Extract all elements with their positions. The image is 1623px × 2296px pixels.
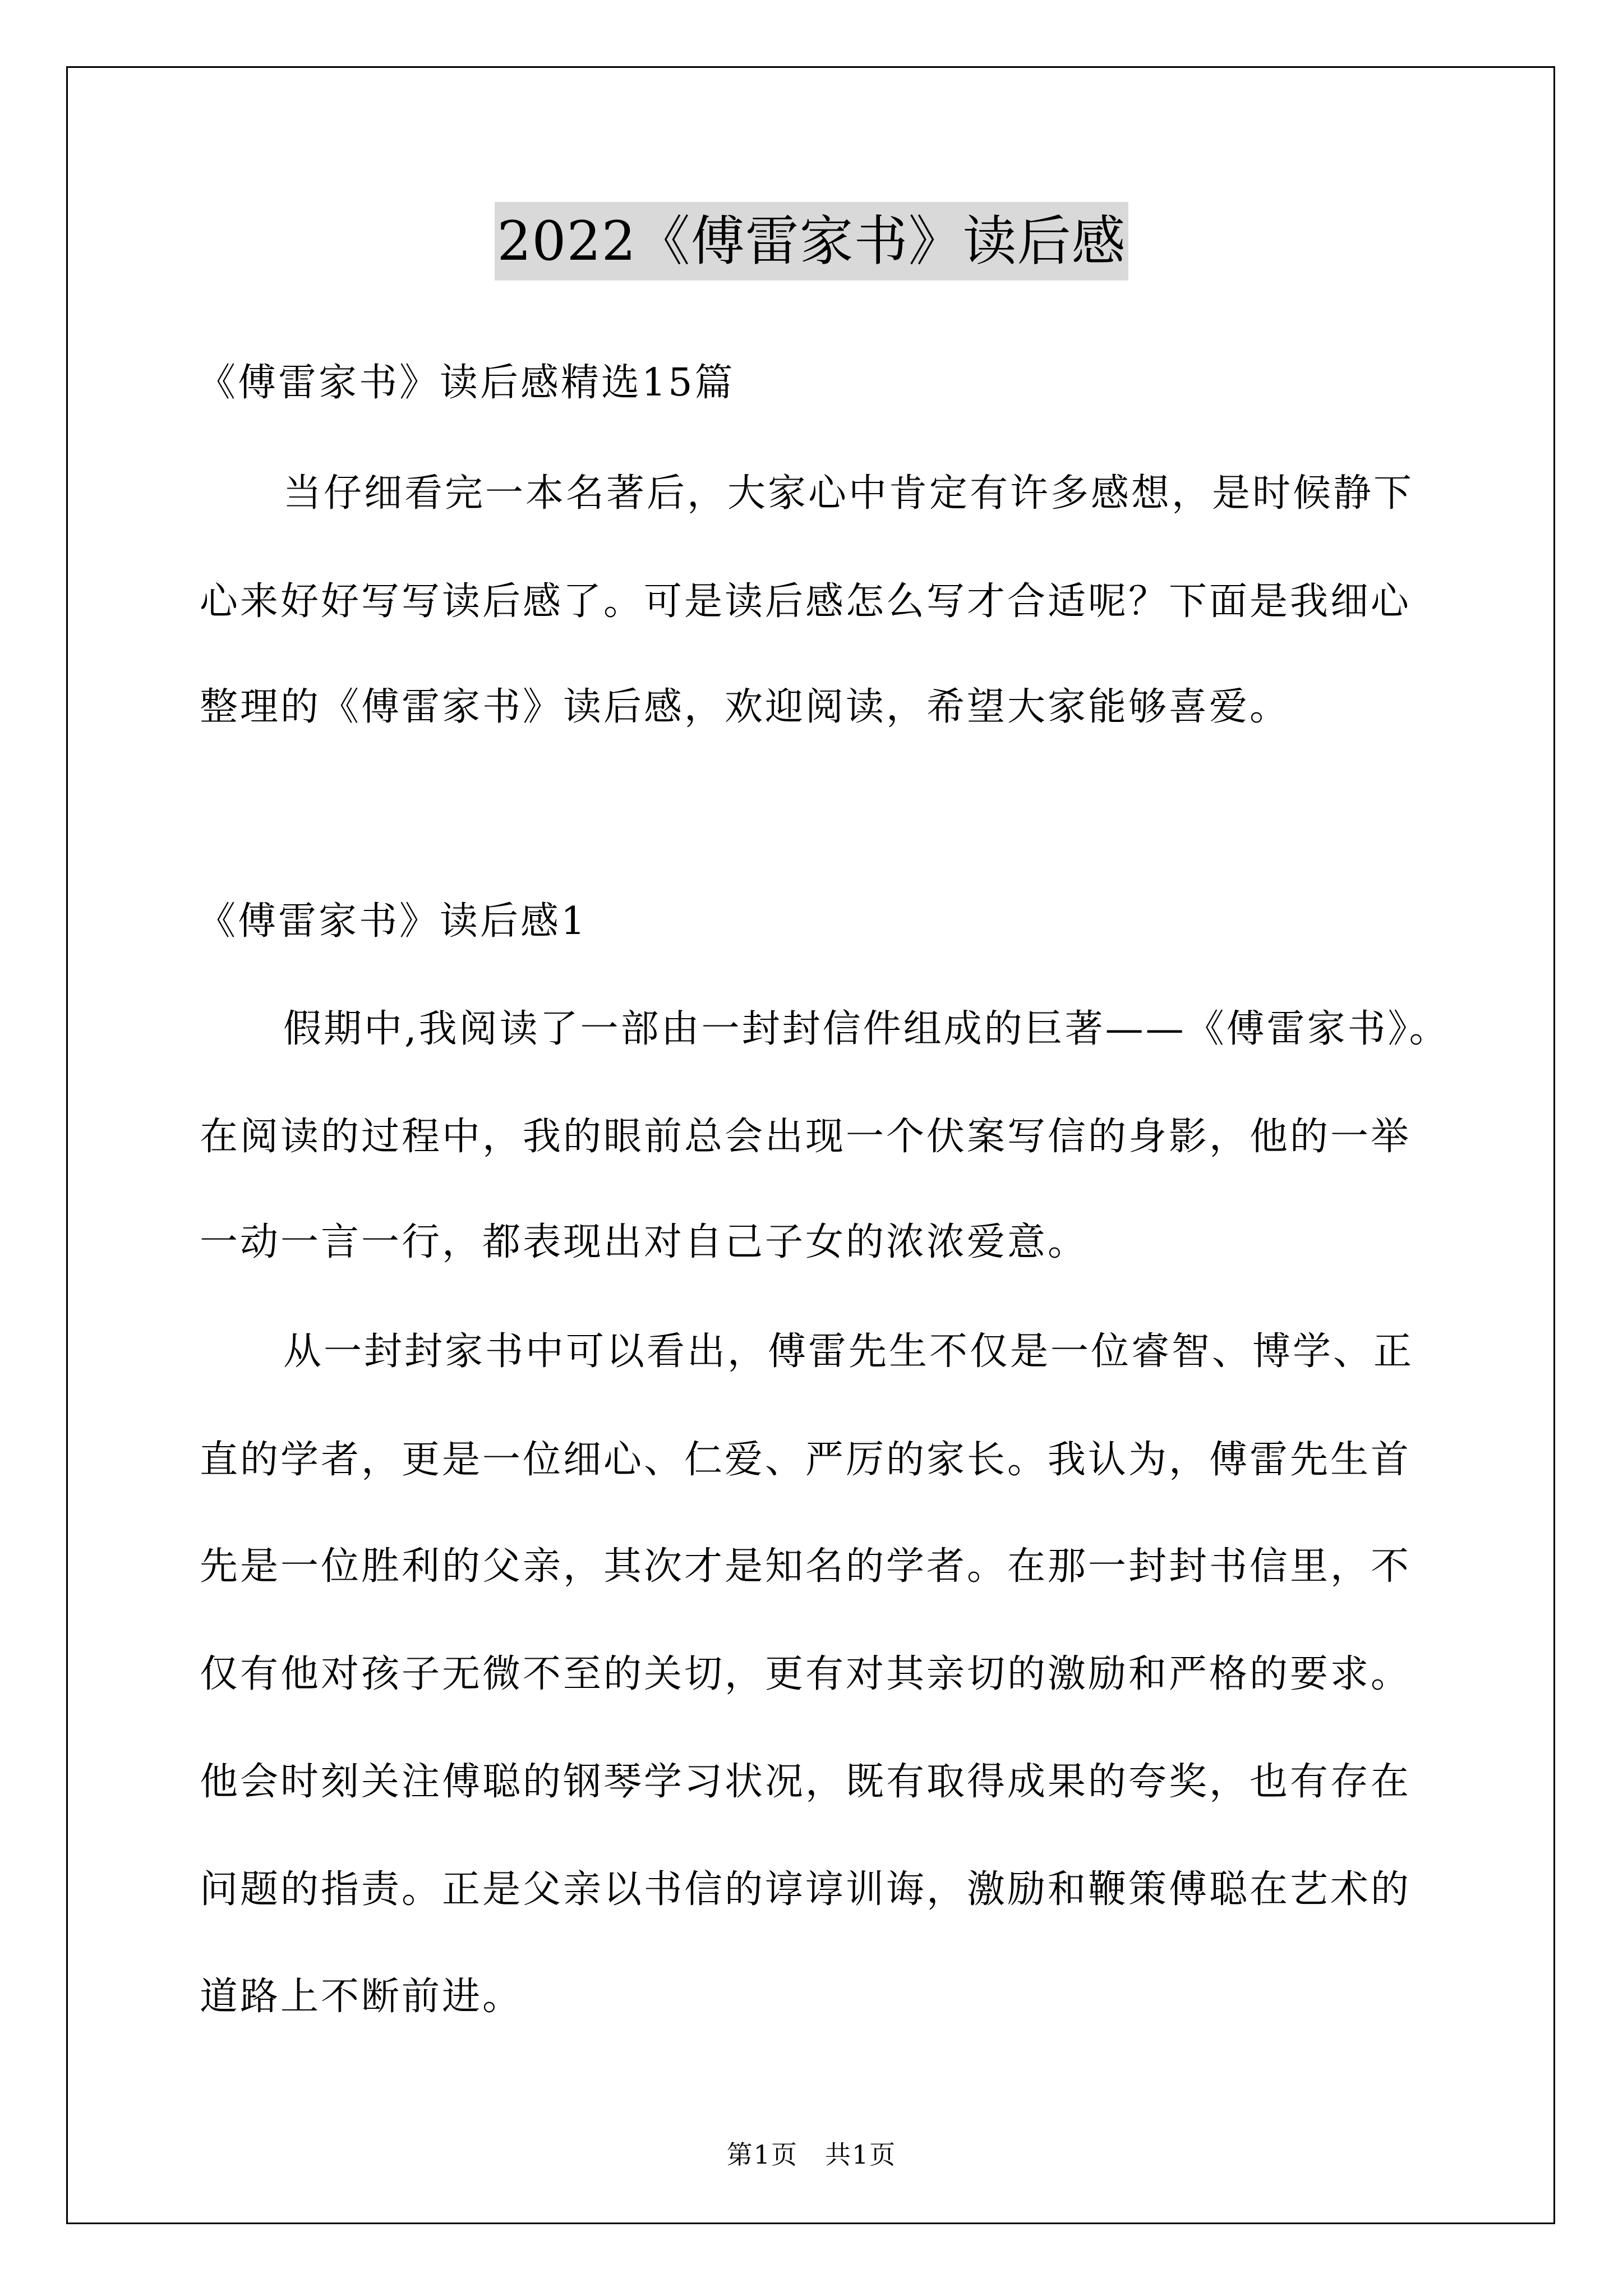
paragraph2-line-1: 从一封封家书中可以看出，傅雷先生不仅是一位睿智、博学、正 (283, 1329, 1414, 1374)
paragraph2-line-7: 道路上不断前进。 (200, 1975, 523, 2019)
paragraph1-line-1: 假期中,我阅读了一部由一封封信件组成的巨著——《傅雷家书》。 (283, 1007, 1450, 1051)
document-title: 2022《傅雷家书》读后感 (495, 202, 1128, 280)
paragraph2-line-5: 他会时刻关注傅聪的钢琴学习状况，既有取得成果的夸奖，也有存在 (200, 1760, 1412, 1804)
paragraph2-line-2: 直的学者，更是一位细心、仁爱、严厉的家长。我认为，傅雷先生首 (200, 1438, 1412, 1482)
paragraph2-line-3: 先是一位胜利的父亲，其次才是知名的学者。在那一封封书信里，不 (200, 1544, 1412, 1589)
page-footer: 第1页 共1页 (726, 2139, 897, 2170)
intro-line-1: 当仔细看完一本名著后，大家心中肯定有许多感想，是时候静下 (283, 471, 1414, 516)
section-heading: 《傅雷家书》读后感1 (197, 899, 588, 944)
paragraph2-line-4: 仅有他对孩子无微不至的关切，更有对其亲切的激励和严格的要求。 (200, 1652, 1412, 1696)
paragraph2-line-6: 问题的指责。正是父亲以书信的谆谆训诲，激励和鞭策傅聪在艺术的 (200, 1867, 1412, 1912)
intro-line-3: 整理的《傅雷家书》读后感，欢迎阅读，希望大家能够喜爱。 (200, 685, 1290, 729)
title-container (0, 202, 1623, 280)
paragraph1-line-3: 一动一言一行，都表现出对自己子女的浓浓爱意。 (200, 1220, 1089, 1264)
intro-line-2: 心来好好写写读后感了。可是读后感怎么写才合适呢？下面是我细心 (200, 579, 1412, 624)
document-subtitle: 《傅雷家书》读后感精选15篇 (197, 361, 735, 405)
paragraph1-line-2: 在阅读的过程中，我的眼前总会出现一个伏案写信的身影，他的一举 (200, 1115, 1412, 1159)
